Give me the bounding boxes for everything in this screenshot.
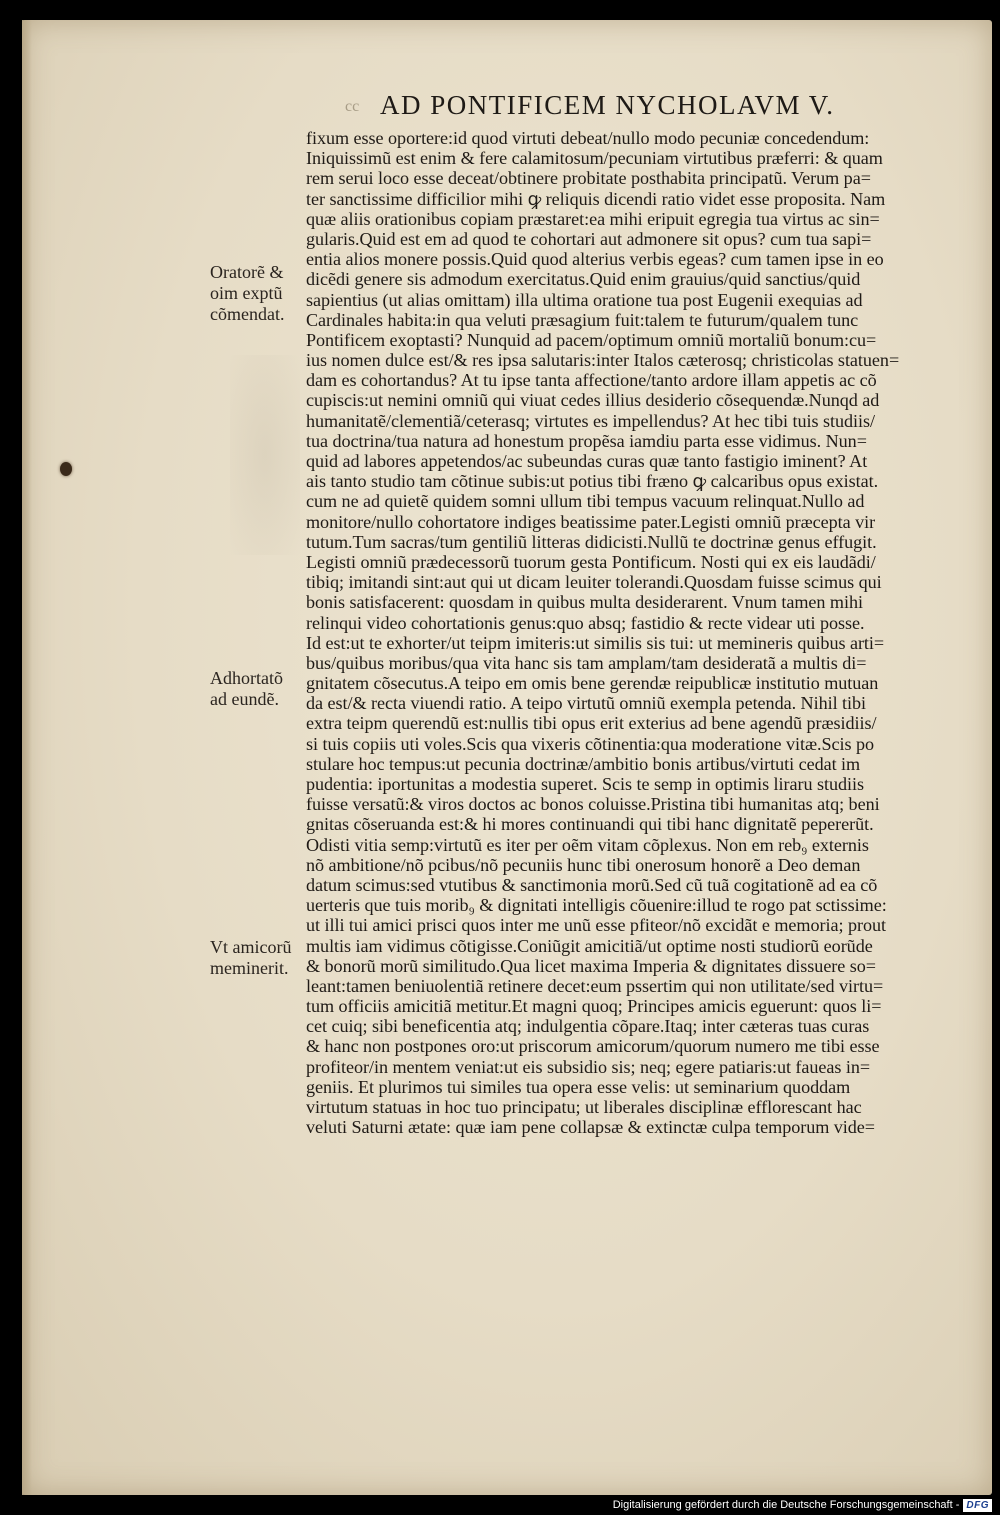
text-line: fuisse versatũ:& viros doctos ac bonos coluisse.Pristina tibi humanitas atq; beni [306,794,880,815]
text-line: profiteor/in mentem veniat:ut eis subsidio sis; neq; egere patiaris:ut faueas in= [306,1056,871,1077]
marginal-note-orator [210,262,302,325]
text-line: & bonorũ morũ similitudo.Qua licet maxima Imperia & dignitates dissuere so= [306,955,876,976]
marginal-note-line: oim exptũ [210,283,283,303]
text-line: rem serui loco esse deceat/obtinere probitate posthabita principatũ. Verum pa= [306,168,871,189]
text-line: datum scimus:sed vtutibus & sanctimonia morũ.Sed cũ tuã cogitationẽ ad ea cõ [306,874,878,895]
dfg-logo: DFG [963,1499,992,1512]
text-line: humanitatẽ/clementiã/ceterasq; virtutes es impellendus? At hec tibi tuis studiis/ [306,410,875,431]
text-line: tibiq; imitandi sint:aut qui ut dicam leuiter tolerandi.Quosdam fuisse scimus qui [306,572,882,593]
digitization-footer [613,1497,992,1513]
marginal-note-adhortatio [210,668,302,710]
page-gutter-shadow [22,20,32,1495]
marginal-note-amicorum [210,937,302,979]
text-line: virtutum statuas in hoc tuo principatu; ut liberales disciplinæ efflorescant hac [306,1097,862,1117]
text-line: bonis satisfacerent: quosdam in quibus multa desiderarent. Vnum tamen mihi [306,592,863,613]
text-line: ter sanctissime difficilior mihi ꝙ reliquis dicendi ratio videt esse proposita. Nam [306,188,886,209]
text-line: dam es cohortandus? At tu ipse tanta affectione/tanto ardore illam appetis ac cõ [306,370,877,391]
text-line: tutum.Tum sacras/tum gentiliũ litteras didicisti.Nullũ te doctrinæ genus effugit. [306,531,877,552]
text-line: tua doctrina/tua natura ad honestum propẽsa iamdiu parta esse vidimus. Nun= [306,430,867,451]
text-line: ut illi tui amici prisci quos inter me unũ esse pfiteor/nõ excidãt e memoria; prout [306,915,886,936]
text-line: cet cuiq; sibi beneficentia atq; indulgentia cõpare.Itaq; inter cæteras tuas curas [306,1016,870,1037]
text-line: & hanc non postpones oro:ut priscorum amicorum/quorum numero me tibi esse [306,1036,880,1057]
ink-bleed-through [230,355,300,555]
text-line: entia alios monere possis.Quid quod alterius verbis egeas? cum tamen ipse in eo [306,249,884,270]
text-line: fixum esse oportere:id quod virtuti debeat/nullo modo pecuniæ concedendum: [306,128,870,148]
text-line: monitore/nullo cohortatore indiges beatissime pater.Legisti omniũ præcepta vir [306,511,876,532]
text-line: nõ ambitione/nõ pcibus/nõ pecuniis hunc tibi onerosum honorẽ a Deo deman [306,854,861,875]
text-line: Iniquissimũ est enim & fere calamitosum/pecuniam virtutibus præferri: & quam [306,148,883,169]
text-line: gularis.Quid est em ad quod te cohortari aut admonere sit opus? cum tua sapi= [306,228,872,249]
marginal-note-line: meminerit. [210,958,289,978]
text-line: quid ad labores appetendos/ac subeundas curas quæ tanto fastigio iminent? At [306,451,868,471]
text-line: dicẽdi genere sis admodum exercitatus.Quid enim grauius/quid sanctius/quid [306,269,861,290]
text-line: tum officiis amicitiã metitur.Et magni quoq; Principes amicis eguerunt: quos li= [306,996,882,1017]
text-line: Cardinales habita:in qua veluti præsagium fuit:talem te futurum/qualem tunc [306,309,859,330]
text-line: Pontificem exoptasti? Nunquid ad pacem/optimum omniũ mortaliũ bonum:cu= [306,329,877,350]
text-line: ius nomen dulce est/& res ipsa salutaris:inter Italos cæterosq; christicolas statuen= [306,350,900,371]
marginal-note-line: Vt amicorũ [210,937,292,957]
text-line: cupiscis:ut nemini omniũ qui viuat cedes illius desiderio cõsequendæ.Nunqd ad [306,390,880,411]
running-heading: AD PONTIFICEM NYCHOLAVM V. [380,90,835,120]
text-line: relinqui video cohortationis genus:quo absq; fastidio & recte videar uti posse. [306,612,865,633]
text-line: stulare hoc tempus:ut pecunia doctrinæ/ambitio bonis artibus/virtuti cedat im [306,753,861,774]
funding-credit: Digitalisierung gefördert durch die Deutsche Forschungsgemeinschaft - [612,1499,960,1511]
text-line: veluti Saturni ætate: quæ iam pene collapsæ & extinctæ culpa temporum vide= [306,1117,875,1138]
text-line: uerteris que tuis morib₉ & dignitati intelligis cõuenire:illud te rogo pat sctissime: [306,895,887,916]
main-text-block [306,128,958,1137]
text-line: Legisti omniũ prædecessorũ tuorum gesta Pontificum. Nosti qui ex eis laudãdi/ [306,551,876,572]
marginal-note-line: Oratorẽ & [210,262,284,282]
paper-wormhole [60,462,72,476]
text-line: quæ aliis orationibus copiam præstaret:ea mihi eripuit egregia tua virtus ac sin= [306,208,880,229]
marginal-note-line: ad eundẽ. [210,689,279,709]
text-line: multis iam vidimus cõtigisse.Coniũgit amicitiã/ut optime nosti studiorũ eorũde [306,935,873,956]
text-line: extra teipm querendũ est:nullis tibi opus erit exterius ad bene agendũ præsidiis/ [306,713,877,734]
text-line: Odisti vitia semp:virtutũ es iter per oẽm vitam cõplexus. Non em reb₉ externis [306,834,869,855]
text-line: ais tanto studio tam cõtinue subis:ut potius tibi fræno ꝙ calcaribus opus existat. [306,471,879,492]
text-line: gnitas cõseruanda est:& hi mores continuandi qui tibi hanc dignitatẽ pepererũt. [306,814,874,835]
text-line: leant:tamen beniuolentiã retinere decet:eum pssertim qui non utilitate/sed virtu= [306,975,884,996]
text-line: si tuis copiis uti voles.Scis qua vixeris cõtinentia:qua moderatione vitæ.Scis po [306,733,875,754]
text-line: Id est:ut te exhorter/ut teipm imiteris:ut similis sis tui: ut memineris quibus arti= [306,632,885,653]
text-line: da est/& recta viuendi ratio. A teipo virtutũ omniũ exempla petenda. Nihil tibi [306,693,867,714]
text-line: gnitatem cõsecutus.A teipo em omis bene gerendæ reipublicæ institutio mutuan [306,673,879,694]
text-line: bus/quibus moribus/qua vita hanc sis tam amplam/tam desideratã a multis di= [306,652,867,673]
marginal-note-line: Adhortatõ [210,668,283,688]
faint-page-mark: cc [345,98,360,115]
text-line: pudentia: iportunitas a modestia superet. Scis te semp in optimis liraru studiis [306,774,865,794]
text-line: sapientius (ut alias omittam) illa ultima oratione tua post Eugenii exequias ad [306,289,863,310]
text-line: cum ne ad quietẽ quidem somni ullum tibi tempus vacuum relinquat.Nullo ad [306,491,865,512]
marginal-note-line: cõmendat. [210,304,285,324]
text-line: geniis. Et plurimos tui similes tua opera esse velis: ut seminarium quoddam [306,1076,851,1097]
